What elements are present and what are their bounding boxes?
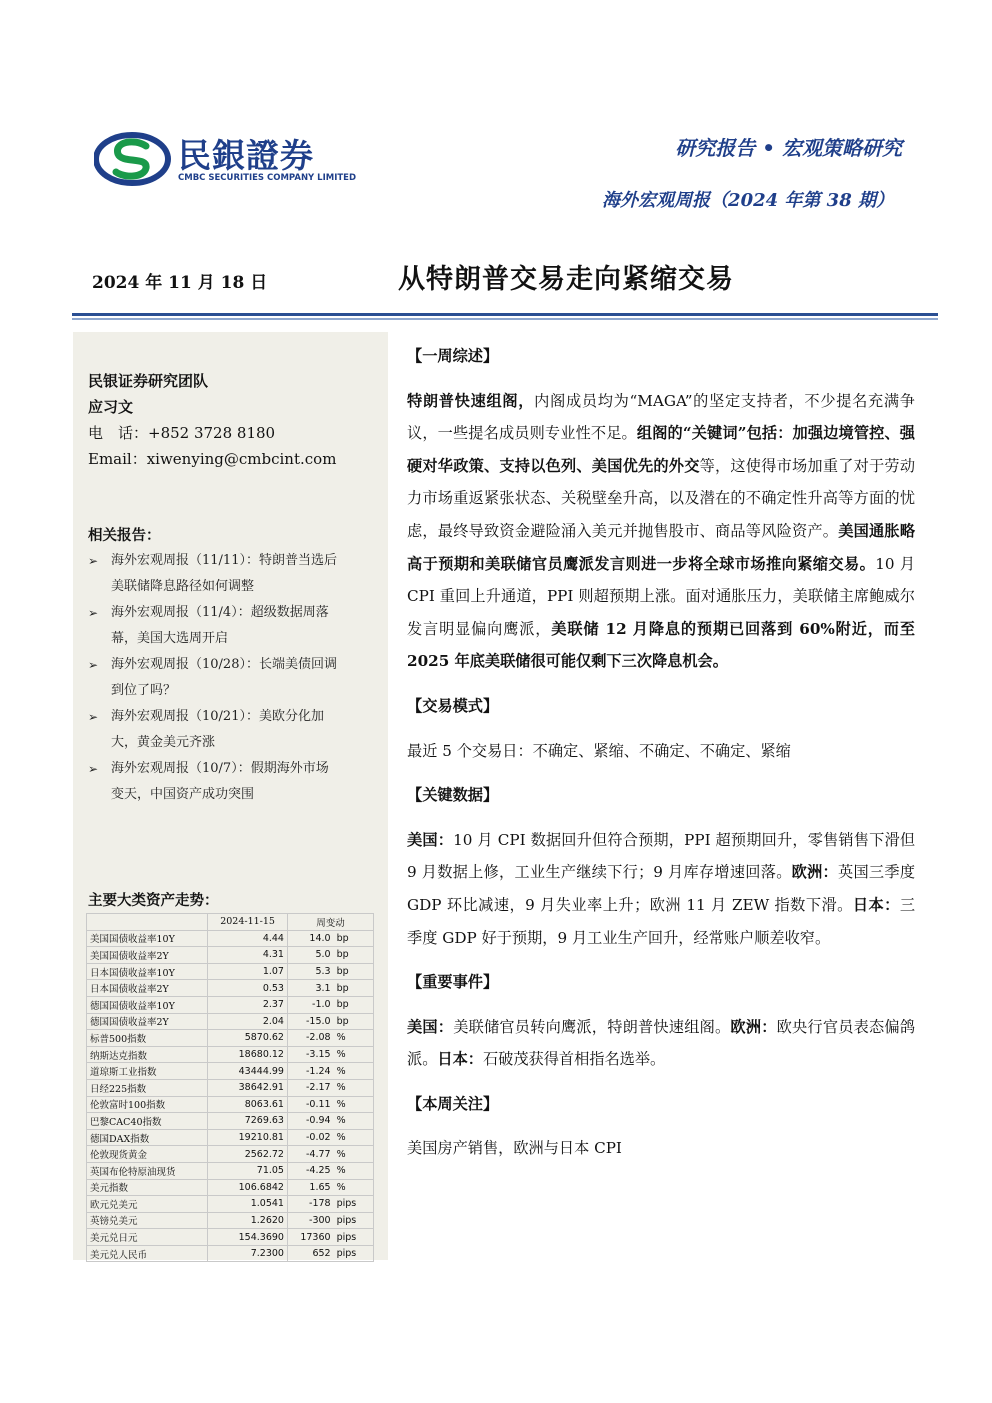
asset-change: -0.11 bbox=[287, 1096, 333, 1113]
asset-change: 5.0 bbox=[287, 947, 333, 964]
asset-value: 7.2300 bbox=[208, 1245, 288, 1262]
report-category: 研究报告 • 宏观策略研究 bbox=[675, 136, 902, 160]
related-reports-list bbox=[88, 548, 378, 808]
asset-change: -300 bbox=[287, 1212, 333, 1229]
asset-name: 美国国债收益率2Y bbox=[87, 947, 208, 964]
asset-name: 德国DAX指数 bbox=[87, 1129, 208, 1146]
asset-unit: pips bbox=[334, 1212, 374, 1229]
table-row bbox=[87, 1096, 374, 1113]
analyst-name: 应习文 bbox=[88, 398, 134, 416]
section-heading-summary: 【一周综述】 bbox=[407, 347, 499, 365]
asset-name: 美元指数 bbox=[87, 1179, 208, 1196]
key-data-paragraph: 美国：10 月 CPI 数据回升但符合预期，PPI 超预期回升，零售销售下滑但 9 月数据上修，工业生产继续下行；9 月库存增速回落。欧洲：英国三季度 GDP 环比减速，9 月失业率上升；欧洲 11 月 ZEW 指数下滑。日本：三季度 GDP 好于预期，9 月工业生产回升，经常账户顺差收窄。 bbox=[407, 830, 916, 947]
asset-unit: bp bbox=[334, 947, 374, 964]
asset-value: 1.07 bbox=[208, 963, 288, 980]
asset-unit: pips bbox=[334, 1196, 374, 1213]
table-row bbox=[87, 1063, 374, 1080]
table-row bbox=[87, 1212, 374, 1229]
asset-value: 2.04 bbox=[208, 1013, 288, 1030]
asset-change: 17360 bbox=[287, 1229, 333, 1246]
asset-value: 4.31 bbox=[208, 947, 288, 964]
asset-unit: % bbox=[334, 1063, 374, 1080]
asset-value: 154.3690 bbox=[208, 1229, 288, 1246]
focus-text: 美国房产销售，欧洲与日本 CPI bbox=[407, 1139, 622, 1158]
research-team bbox=[88, 368, 336, 472]
assets-col-change: 周变动 bbox=[287, 914, 373, 931]
related-report-item[interactable]: ➢ 海外宏观周报（10/7）：假期海外市场 变天，中国资产成功突围 bbox=[88, 756, 378, 808]
asset-unit: bp bbox=[334, 980, 374, 997]
related-report-item[interactable]: ➢ 海外宏观周报（10/21）：美欧分化加 大，黄金美元齐涨 bbox=[88, 704, 378, 756]
asset-value: 71.05 bbox=[208, 1162, 288, 1179]
table-row bbox=[87, 1162, 374, 1179]
asset-change: 1.65 bbox=[287, 1179, 333, 1196]
asset-unit: pips bbox=[334, 1229, 374, 1246]
asset-change: -178 bbox=[287, 1196, 333, 1213]
summary-paragraph: 特朗普快速组阁，内阁成员均为“MAGA”的坚定支持者，不少提名充满争议，一些提名成员则专业性不足。组阁的“关键词”包括：加强边境管控、强硬对华政策、支持以色列、美国优先的外交等，这使得市场加重了对于劳动力市场重返紧张状态、关税壁垒升高，以及潜在的不确定性升高等方面的忧虑，最终导致资金避险涌入美元并抛售股市、商品等风险资产。美国通胀略高于预期和美联储官员鹰派发言则进一步将全球市场推向紧缩交易。10 月 CPI 重回上升通道，PPI 则超预期上涨。面对通胀压力，美联储主席鲍威尔发言明显偏向鹰派，美联储 12 月降息的预期已回落到 60%附近，而至 2025 年底美联储很可能仅剩下三次降息机会。 bbox=[407, 391, 916, 671]
asset-value: 106.6842 bbox=[208, 1179, 288, 1196]
report-series: 海外宏观周报（2024 年第 38 期） bbox=[602, 190, 894, 211]
asset-value: 1.0541 bbox=[208, 1196, 288, 1213]
section-heading-key-data: 【关键数据】 bbox=[407, 786, 499, 805]
table-row bbox=[87, 1229, 374, 1246]
asset-value: 2562.72 bbox=[208, 1146, 288, 1163]
asset-unit: bp bbox=[334, 1013, 374, 1030]
table-row bbox=[87, 963, 374, 980]
asset-name: 美元兑日元 bbox=[87, 1229, 208, 1246]
asset-change: -1.24 bbox=[287, 1063, 333, 1080]
asset-name: 日本国债收益率10Y bbox=[87, 963, 208, 980]
arrow-right-icon: ➢ bbox=[88, 606, 99, 620]
section-heading-trade-mode: 【交易模式】 bbox=[407, 696, 499, 715]
asset-unit: bp bbox=[334, 996, 374, 1013]
table-row bbox=[87, 1196, 374, 1213]
asset-change: -1.0 bbox=[287, 996, 333, 1013]
arrow-right-icon: ➢ bbox=[88, 554, 99, 568]
asset-name: 德国国债收益率2Y bbox=[87, 1013, 208, 1030]
asset-value: 43444.99 bbox=[208, 1063, 288, 1080]
asset-unit: % bbox=[334, 1079, 374, 1096]
arrow-right-icon: ➢ bbox=[88, 762, 99, 776]
asset-unit: % bbox=[334, 1179, 374, 1196]
asset-change: 3.1 bbox=[287, 980, 333, 997]
related-reports-heading: 相关报告： bbox=[88, 527, 161, 544]
asset-change: -2.08 bbox=[287, 1030, 333, 1047]
table-row bbox=[87, 930, 374, 947]
asset-value: 0.53 bbox=[208, 980, 288, 997]
asset-unit: bp bbox=[334, 963, 374, 980]
asset-name: 日本国债收益率2Y bbox=[87, 980, 208, 997]
asset-name: 日经225指数 bbox=[87, 1079, 208, 1096]
report-date: 2024 年 11 月 18 日 bbox=[92, 273, 268, 293]
asset-change: 652 bbox=[287, 1245, 333, 1262]
asset-name: 纳斯达克指数 bbox=[87, 1046, 208, 1063]
assets-heading: 主要大类资产走势： bbox=[88, 892, 219, 909]
table-row bbox=[87, 1030, 374, 1047]
table-row bbox=[87, 996, 374, 1013]
asset-unit: % bbox=[334, 1162, 374, 1179]
asset-name: 德国国债收益率10Y bbox=[87, 996, 208, 1013]
table-row bbox=[87, 980, 374, 997]
assets-col-date: 2024-11-15 bbox=[208, 914, 288, 931]
table-row bbox=[87, 1079, 374, 1096]
header-divider bbox=[72, 313, 938, 316]
asset-value: 4.44 bbox=[208, 930, 288, 947]
analyst-phone: 电 话：+852 3728 8180 bbox=[88, 424, 276, 442]
asset-unit: % bbox=[334, 1096, 374, 1113]
table-row bbox=[87, 1113, 374, 1130]
asset-value: 8063.61 bbox=[208, 1096, 288, 1113]
asset-change: -3.15 bbox=[287, 1046, 333, 1063]
table-row bbox=[87, 1129, 374, 1146]
asset-name: 欧元兑美元 bbox=[87, 1196, 208, 1213]
asset-name: 道琼斯工业指数 bbox=[87, 1063, 208, 1080]
logo-text-cn: 民銀證券 bbox=[178, 136, 314, 175]
table-row bbox=[87, 1146, 374, 1163]
assets-table bbox=[86, 913, 374, 1262]
arrow-right-icon: ➢ bbox=[88, 658, 99, 672]
asset-change: -4.25 bbox=[287, 1162, 333, 1179]
assets-table-header bbox=[87, 914, 374, 931]
logo-text-en: CMBC SECURITIES COMPANY LIMITED bbox=[178, 173, 357, 183]
asset-value: 7269.63 bbox=[208, 1113, 288, 1130]
asset-value: 19210.81 bbox=[208, 1129, 288, 1146]
asset-change: -2.17 bbox=[287, 1079, 333, 1096]
related-report-item[interactable]: ➢ 海外宏观周报（11/11）：特朗普当选后 美联储降息路径如何调整 bbox=[88, 548, 378, 600]
table-row bbox=[87, 1245, 374, 1262]
asset-change: -0.02 bbox=[287, 1129, 333, 1146]
asset-value: 2.37 bbox=[208, 996, 288, 1013]
events-paragraph: 美国：美联储官员转向鹰派，特朗普快速组阁。欧洲：欧央行官员表态偏鸽派。日本：石破茂获得首相指名选举。 bbox=[407, 1017, 916, 1069]
asset-value: 1.2620 bbox=[208, 1212, 288, 1229]
trade-mode-text: 最近 5 个交易日：不确定、紧缩、不确定、不确定、紧缩 bbox=[407, 741, 791, 760]
asset-value: 38642.91 bbox=[208, 1079, 288, 1096]
asset-name: 标普500指数 bbox=[87, 1030, 208, 1047]
asset-name: 伦敦富时100指数 bbox=[87, 1096, 208, 1113]
table-row bbox=[87, 1013, 374, 1030]
asset-unit: bp bbox=[334, 930, 374, 947]
asset-unit: % bbox=[334, 1113, 374, 1130]
asset-change: 5.3 bbox=[287, 963, 333, 980]
table-row bbox=[87, 947, 374, 964]
asset-name: 美国国债收益率10Y bbox=[87, 930, 208, 947]
main-content bbox=[407, 340, 915, 1165]
asset-name: 巴黎CAC40指数 bbox=[87, 1113, 208, 1130]
asset-unit: pips bbox=[334, 1245, 374, 1262]
analyst-email: Email：xiwenying@cmbcint.com bbox=[88, 450, 337, 468]
section-heading-events: 【重要事件】 bbox=[407, 973, 499, 992]
related-report-item[interactable]: ➢ 海外宏观周报（10/28）：长端美债回调 到位了吗？ bbox=[88, 652, 378, 704]
company-logo bbox=[94, 128, 357, 190]
asset-change: -4.77 bbox=[287, 1146, 333, 1163]
related-report-item[interactable]: ➢ 海外宏观周报（11/4）：超级数据周落 幕，美国大选周开启 bbox=[88, 600, 378, 652]
asset-name: 美元兑人民币 bbox=[87, 1245, 208, 1262]
table-row bbox=[87, 1179, 374, 1196]
logo-mark-icon bbox=[94, 128, 174, 190]
asset-unit: % bbox=[334, 1046, 374, 1063]
asset-unit: % bbox=[334, 1146, 374, 1163]
arrow-right-icon: ➢ bbox=[88, 710, 99, 724]
team-name: 民银证券研究团队 bbox=[88, 372, 209, 390]
table-row bbox=[87, 1046, 374, 1063]
asset-change: -0.94 bbox=[287, 1113, 333, 1130]
asset-name: 英镑兑美元 bbox=[87, 1212, 208, 1229]
asset-change: 14.0 bbox=[287, 930, 333, 947]
report-title: 从特朗普交易走向紧缩交易 bbox=[398, 264, 734, 295]
header-divider-light bbox=[72, 318, 938, 320]
asset-unit: % bbox=[334, 1030, 374, 1047]
asset-unit: % bbox=[334, 1129, 374, 1146]
section-heading-focus: 【本周关注】 bbox=[407, 1094, 499, 1113]
asset-change: -15.0 bbox=[287, 1013, 333, 1030]
asset-value: 5870.62 bbox=[208, 1030, 288, 1047]
asset-name: 伦敦现货黄金 bbox=[87, 1146, 208, 1163]
asset-value: 18680.12 bbox=[208, 1046, 288, 1063]
asset-name: 英国布伦特原油现货 bbox=[87, 1162, 208, 1179]
